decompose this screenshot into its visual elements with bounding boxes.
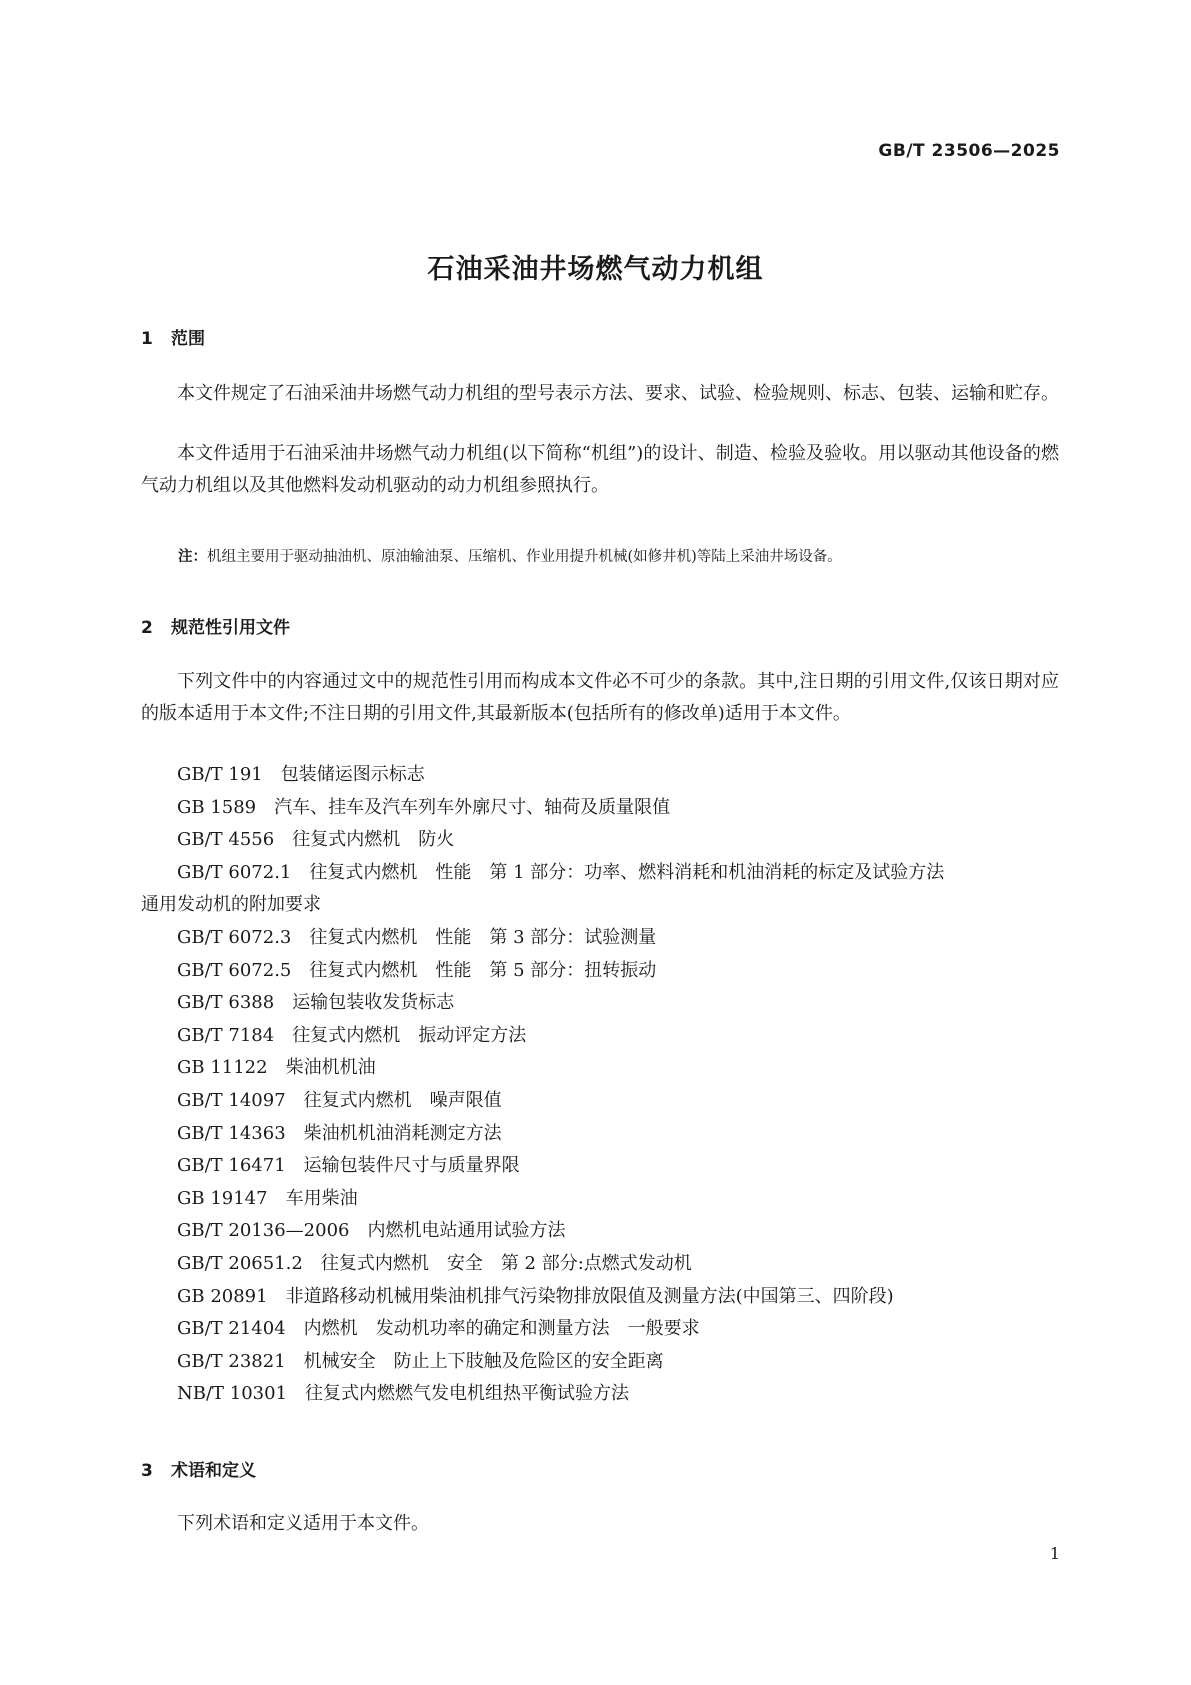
reference-list <box>141 759 1059 1411</box>
reference-item: GB 11122 柴油机机油 <box>177 1057 376 1079</box>
section-2-heading <box>141 613 290 638</box>
reference-item: GB/T 6072.5 往复式内燃机 性能 第 5 部分：扭转振动 <box>177 959 657 981</box>
document-title: 石油采油井场燃气动力机组 <box>427 254 764 285</box>
reference-item: GB/T 14363 柴油机机油消耗测定方法 <box>177 1122 502 1144</box>
reference-item: GB 19147 车用柴油 <box>177 1187 358 1209</box>
scope-paragraph-1: 本文件规定了石油采油井场燃气动力机组的型号表示方法、要求、试验、检验规则、标志、包装、运输和贮存。 <box>177 383 1059 404</box>
scope-note <box>178 545 842 566</box>
section-title: 术语和定义 <box>171 1461 256 1481</box>
reference-item: GB/T 16471 运输包装件尺寸与质量界限 <box>177 1155 520 1177</box>
section-1-heading <box>141 324 205 349</box>
reference-item: GB/T 6072.1 往复式内燃机 性能 第 1 部分：功率、燃料消耗和机油消耗的标定及试验方法 <box>177 861 945 883</box>
reference-item: GB/T 20136—2006 内燃机电站通用试验方法 <box>177 1220 566 1242</box>
reference-item: GB/T 21404 内燃机 发动机功率的确定和测量方法 一般要求 <box>177 1318 700 1340</box>
section-number: 2 <box>141 618 153 638</box>
reference-item: GB/T 4556 往复式内燃机 防火 <box>177 829 455 851</box>
section-number: 3 <box>141 1461 153 1481</box>
section-title: 规范性引用文件 <box>171 618 290 638</box>
normative-intro: 下列文件中的内容通过文中的规范性引用而构成本文件必不可少的条款。其中,注日期的引用文件,仅该日期对应的版本适用于本文件;不注日期的引用文件,其最新版本(包括所有的修改单)适用于本文件。 <box>141 671 1059 724</box>
reference-item: GB/T 14097 往复式内燃机 噪声限值 <box>177 1089 502 1111</box>
reference-item-continuation: 通用发动机的附加要求 <box>141 894 321 916</box>
section-number: 1 <box>141 329 153 349</box>
reference-item: GB/T 6072.3 往复式内燃机 性能 第 3 部分：试验测量 <box>177 926 657 948</box>
reference-item: NB/T 10301 往复式内燃燃气发电机组热平衡试验方法 <box>177 1383 630 1405</box>
section-title: 范围 <box>171 329 205 349</box>
note-text: 机组主要用于驱动抽油机、原油输油泵、压缩机、作业用提升机械(如修井机)等陆上采油井场设备。 <box>207 549 842 565</box>
reference-item: GB/T 6388 运输包装收发货标志 <box>177 992 455 1014</box>
reference-item: GB 20891 非道路移动机械用柴油机排气污染物排放限值及测量方法(中国第三、四阶段) <box>177 1285 894 1307</box>
reference-item: GB 1589 汽车、挂车及汽车列车外廓尺寸、轴荷及质量限值 <box>177 796 671 818</box>
section-3-heading <box>141 1456 256 1481</box>
standard-number: GB/T 23506—2025 <box>878 141 1060 161</box>
reference-item: GB/T 191 包装储运图示标志 <box>177 764 425 785</box>
reference-item: GB/T 23821 机械安全 防止上下肢触及危险区的安全距离 <box>177 1350 664 1372</box>
terms-intro: 下列术语和定义适用于本文件。 <box>177 1513 429 1534</box>
scope-paragraph-2: 本文件适用于石油采油井场燃气动力机组(以下简称“机组”)的设计、制造、检验及验收。用以驱动其他设备的燃气动力机组以及其他燃料发动机驱动的动力机组参照执行。 <box>141 443 1059 496</box>
reference-item: GB/T 20651.2 往复式内燃机 安全 第 2 部分:点燃式发动机 <box>177 1252 692 1274</box>
note-label: 注： <box>178 549 207 565</box>
reference-item: GB/T 7184 往复式内燃机 振动评定方法 <box>177 1024 527 1046</box>
page-number: 1 <box>1049 1544 1060 1563</box>
